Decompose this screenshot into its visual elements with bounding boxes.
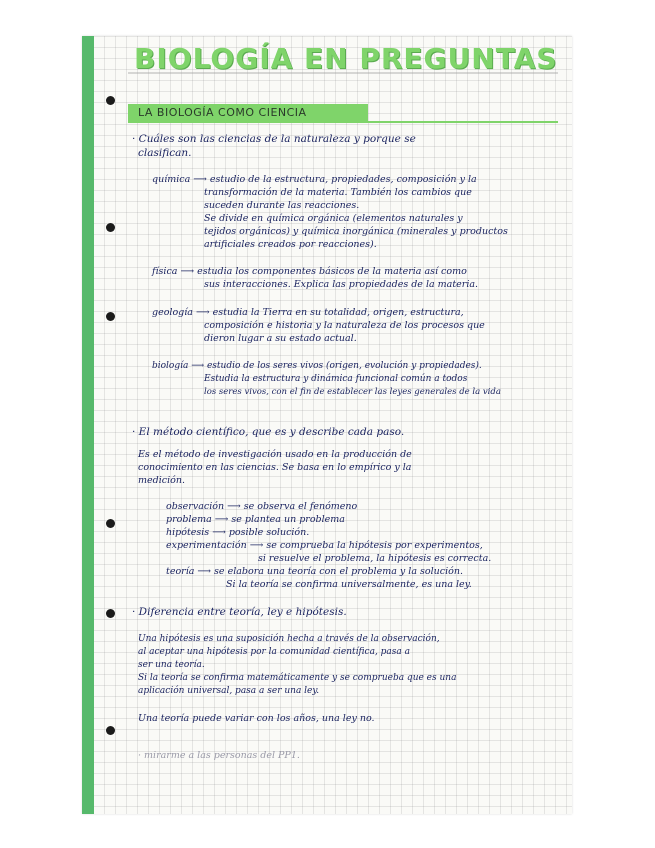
difference-line-6: Una teoría puede variar con los años, una ley no. <box>138 713 375 724</box>
fisica-line-2: sus interacciones. Explica las propiedades de la materia. <box>204 279 479 290</box>
binder-hole-1 <box>106 96 115 105</box>
method-answer-line-1: Es el método de investigación usado en la producción de <box>138 449 412 460</box>
difference-line-2: al aceptar una hipótesis por la comunidad científica, pasa a <box>138 647 411 657</box>
page-title: BIOLOGÍA EN PREGUNTAS <box>134 42 558 75</box>
question-2: · El método científico, que es y describe cada paso. <box>132 426 405 438</box>
quimica-line-5: tejidos orgánicos) y química inorgánica (minerales y productos <box>204 226 508 237</box>
step-problema: problema ⟶ se plantea un problema <box>166 514 345 525</box>
question-1-line-1: · Cuáles son las ciencias de la naturaleza y porque se <box>132 133 416 145</box>
binder-hole-6 <box>106 726 115 735</box>
fisica-line-1: física ⟶ estudia los componentes básicos de la materia así como <box>152 266 467 277</box>
footnote: · mirarme a las personas del PP1. <box>138 750 300 761</box>
quimica-line-3: suceden durante las reacciones. <box>204 200 360 211</box>
section-heading: LA BIOLOGÍA COMO CIENCIA <box>138 106 307 119</box>
binder-hole-3 <box>106 312 115 321</box>
step-experimentacion-cont: si resuelve el problema, la hipótesis es correcta. <box>258 553 492 564</box>
biologia-line-1: biología ⟶ estudio de los seres vivos (origen, evolución y propiedades). <box>152 361 482 371</box>
notebook-page <box>82 36 572 814</box>
step-experimentacion: experimentación ⟶ se comprueba la hipótesis por experimentos, <box>166 540 483 551</box>
quimica-line-6: artificiales creados por reacciones). <box>204 239 377 250</box>
quimica-line-4: Se divide en química orgánica (elementos naturales y <box>204 213 463 224</box>
step-hipotesis: hipótesis ⟶ posible solución. <box>166 527 310 538</box>
geologia-line-3: dieron lugar a su estado actual. <box>204 333 357 344</box>
quimica-line-1: química ⟶ estudio de la estructura, propiedades, composición y la <box>152 174 477 185</box>
quimica-line-2: transformación de la materia. También los cambios que <box>204 187 472 198</box>
step-observacion: observación ⟶ se observa el fenómeno <box>166 501 358 512</box>
difference-line-5: aplicación universal, pasa a ser una ley. <box>138 686 320 696</box>
difference-line-3: ser una teoría. <box>138 660 205 670</box>
binder-hole-5 <box>106 609 115 618</box>
section-underline <box>128 121 558 123</box>
geologia-line-1: geología ⟶ estudia la Tierra en su totalidad, origen, estructura, <box>152 307 464 318</box>
difference-line-4: Si la teoría se confirma matemáticamente y se comprueba que es una <box>138 673 457 683</box>
method-answer-line-3: medición. <box>138 475 185 486</box>
binder-hole-4 <box>106 519 115 528</box>
difference-line-1: Una hipótesis es una suposición hecha a través de la observación, <box>138 634 440 644</box>
question-3: · Diferencia entre teoría, ley e hipótesis. <box>132 606 347 618</box>
green-margin-strip <box>82 36 94 814</box>
geologia-line-2: composición e historia y la naturaleza de los procesos que <box>204 320 485 331</box>
method-answer-line-2: conocimiento en las ciencias. Se basa en lo empírico y la <box>138 462 412 473</box>
question-1-line-2: clasifican. <box>138 147 192 159</box>
title-underline <box>128 72 558 74</box>
step-teoria: teoría ⟶ se elabora una teoría con el problema y la solución. <box>166 566 463 577</box>
biologia-line-3: los seres vivos, con el fin de establecer las leyes generales de la vida <box>204 387 501 397</box>
biologia-line-2: Estudia la estructura y dinámica funcional común a todos <box>204 374 468 384</box>
step-teoria-cont: Si la teoría se confirma universalmente, es una ley. <box>226 579 472 590</box>
binder-hole-2 <box>106 223 115 232</box>
